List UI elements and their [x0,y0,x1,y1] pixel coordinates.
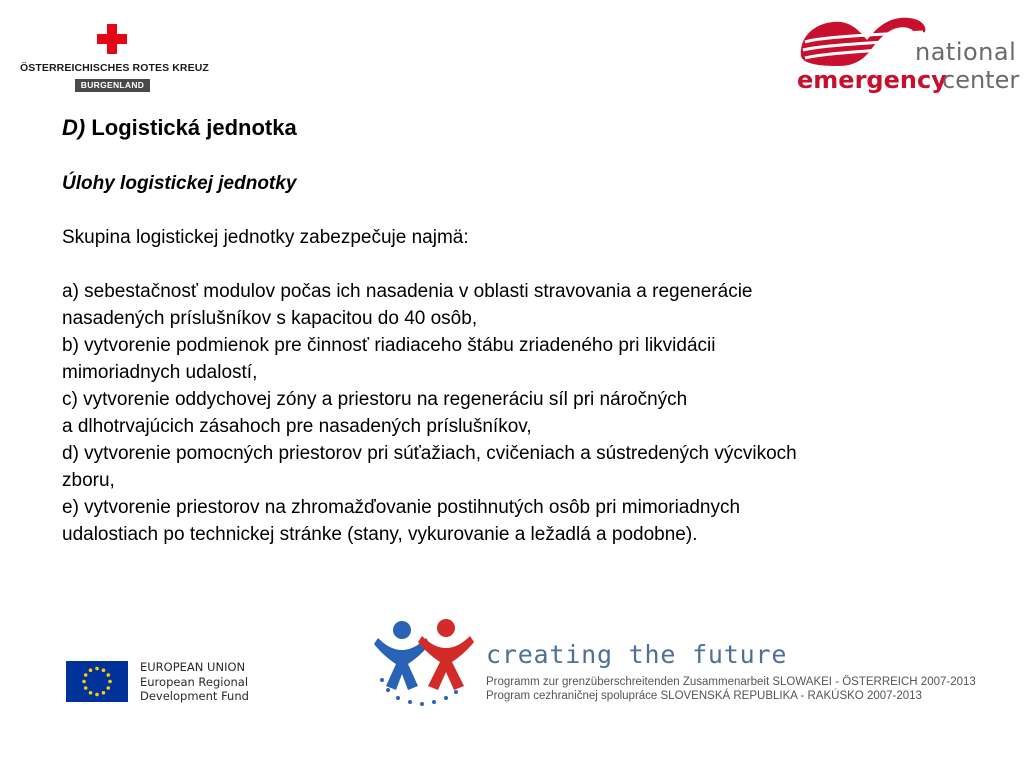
task-line: c) vytvorenie oddychovej zóny a priestoru na regeneráciu síl pri náročných [62,389,688,410]
eu-line-3: Development Fund [140,689,249,703]
red-cross-name: ÖSTERREICHISCHES ROTES KREUZ [20,62,209,74]
task-line: e) vytvorenie priestorov na zhromažďovanie postihnutých osôb pri mimoriadnych [62,497,741,518]
slide-title [62,112,972,144]
task-line: nasadených príslušníkov s kapacitou do 40 osôb, [62,308,478,329]
title-letter: D) [62,115,86,140]
task-line: zboru, [62,470,115,491]
intro-text: Skupina logistickej jednotky zabezpečuje najmä: [62,227,469,248]
creating-future-tagline: creating the future [486,640,788,669]
programme-line-sk: Program cezhraničnej spolupráce SLOVENSKÁ REPUBLIKA - RAKÚSKO 2007-2013 [486,690,922,702]
nec-word-emergency: emergency [797,66,947,94]
eu-logo [66,660,266,704]
eu-flag-icon [66,661,128,702]
programme-line-de: Programm zur grenzüberschreitenden Zusammenarbeit SLOWAKEI - ÖSTERREICH 2007-2013 [486,676,976,688]
red-cross-region: BURGENLAND [75,79,150,92]
eu-line-1: EUROPEAN UNION [140,660,246,674]
red-cross-icon [97,24,127,54]
slide-content [62,112,972,548]
eu-text [140,660,249,704]
title-text: Logistická jednotka [85,115,297,140]
task-line: d) vytvorenie pomocných priestorov pri súťažiach, cvičeniach a sústredených výcvikoch [62,443,797,464]
eu-line-2: European Regional [140,674,249,689]
task-line: b) vytvorenie podmienok pre činnosť riadiaceho štábu zriadeného pri likvidácii [62,335,716,356]
creating-the-future-logo [372,612,976,712]
national-emergency-center-logo [795,10,1020,98]
task-line: mimoriadnych udalostí, [62,362,258,383]
task-list [62,278,972,548]
task-line: a) sebestačnosť modulov počas ich nasadenia v oblasti stravovania a regenerácie [62,281,753,302]
nec-swoosh-icon [797,12,927,70]
nec-word-center: center [942,66,1020,94]
section-subtitle: Úlohy logistickej jednotky [62,173,297,194]
people-figures-icon [372,616,487,708]
task-line: udalostiach po technickej stránke (stany, vykurovanie a ležadlá a podobne). [62,524,698,545]
task-line: a dlhotrvajúcich zásahoch pre nasadených príslušníkov, [62,416,532,437]
nec-word-national: national [915,38,1017,66]
red-cross-logo [20,22,209,94]
